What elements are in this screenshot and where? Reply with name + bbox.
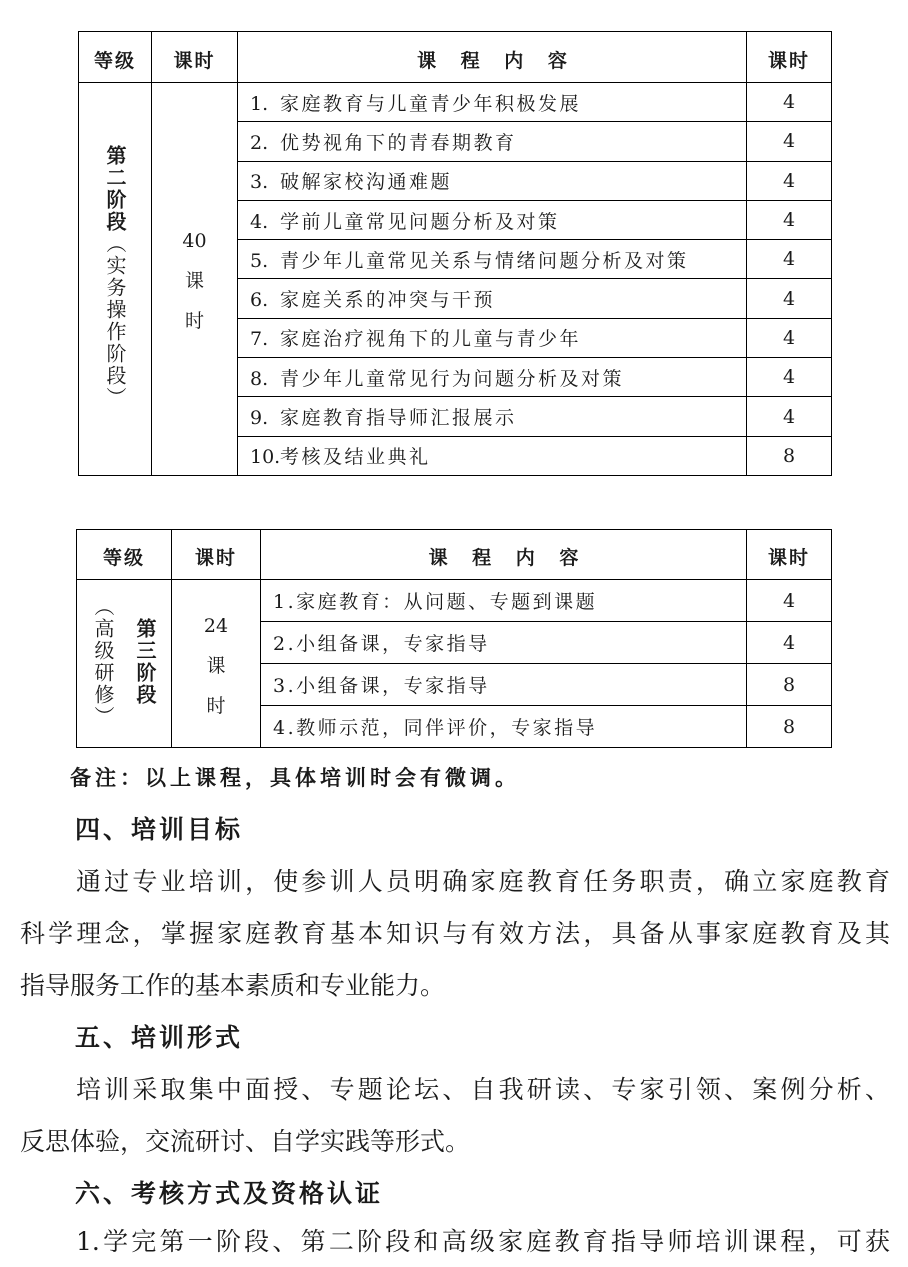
course-cell bbox=[238, 122, 747, 161]
course-cell: 2.小组备课，专家指导 bbox=[261, 622, 747, 664]
course-title: 破解家校沟通难题 bbox=[280, 171, 453, 194]
course-hours: 4 bbox=[747, 122, 832, 161]
section-training-format bbox=[20, 1012, 890, 1168]
table-row bbox=[79, 83, 832, 122]
course-hours: 8 bbox=[747, 436, 832, 475]
course-hours: 4 bbox=[747, 161, 832, 200]
course-title: 学前儿童常见问题分析及对策 bbox=[280, 210, 560, 233]
course-table-stage-three bbox=[76, 529, 832, 748]
header-hours: 课时 bbox=[172, 530, 261, 580]
course-cell bbox=[238, 200, 747, 239]
course-hours: 4 bbox=[747, 622, 832, 664]
course-title: 考核及结业典礼 bbox=[280, 446, 431, 469]
course-number: 5. bbox=[250, 249, 269, 272]
section-heading: 五、培训形式 bbox=[75, 1023, 244, 1052]
paragraph bbox=[20, 856, 890, 1012]
course-hours: 4 bbox=[747, 318, 832, 357]
paragraph-line: 科学理念，掌握家庭教育基本知识与有效方法，具备从事家庭教育及其 bbox=[20, 919, 890, 948]
header-level: 等级 bbox=[79, 32, 152, 83]
course-cell bbox=[238, 436, 747, 475]
course-hours: 8 bbox=[747, 706, 832, 748]
paragraph-line: 反思体验，交流研讨、自学实践等形式。 bbox=[20, 1127, 471, 1156]
paragraph-line: 指导服务工作的基本素质和专业能力。 bbox=[20, 971, 446, 1000]
course-number: 4. bbox=[250, 210, 269, 233]
course-hours: 4 bbox=[747, 358, 832, 397]
course-table-stage-two bbox=[78, 31, 832, 476]
course-title: 家庭治疗视角下的儿童与青少年 bbox=[280, 328, 582, 351]
course-title: 优势视角下的青春期教育 bbox=[280, 131, 517, 154]
total-hours-cell bbox=[172, 580, 261, 748]
body-text bbox=[20, 804, 890, 1264]
header-course-content: 课 程 内 容 bbox=[261, 530, 747, 580]
course-number: 10. bbox=[250, 446, 281, 469]
course-hours: 4 bbox=[747, 580, 832, 622]
section-training-goals bbox=[20, 804, 890, 1012]
total-hours-unit: 课时 bbox=[206, 654, 226, 717]
stage-title: 第三阶段 bbox=[133, 617, 157, 706]
course-cell bbox=[238, 279, 747, 318]
course-cell bbox=[238, 83, 747, 122]
paragraph bbox=[20, 1064, 890, 1168]
course-number: 3. bbox=[250, 171, 269, 194]
course-title: 家庭教育指导师汇报展示 bbox=[280, 407, 517, 430]
course-hours: 4 bbox=[747, 200, 832, 239]
total-hours-cell bbox=[152, 83, 238, 476]
paragraph bbox=[20, 1220, 890, 1264]
total-hours-number: 40 bbox=[182, 229, 207, 252]
course-cell bbox=[238, 161, 747, 200]
total-hours-unit: 课时 bbox=[184, 269, 204, 332]
section-assessment-certification bbox=[20, 1168, 890, 1264]
header-course-hours: 课时 bbox=[747, 32, 832, 83]
course-note: 备注：以上课程，具体培训时会有微调。 bbox=[70, 766, 520, 790]
header-level: 等级 bbox=[77, 530, 172, 580]
course-number: 2. bbox=[250, 131, 269, 154]
course-cell: 4.教师示范，同伴评价，专家指导 bbox=[261, 706, 747, 748]
stage-subtitle: （实务操作阶段） bbox=[103, 232, 127, 409]
course-title: 家庭教育与儿童青少年积极发展 bbox=[280, 92, 582, 115]
course-cell bbox=[238, 397, 747, 436]
stage-title: 第二阶段 bbox=[103, 144, 127, 233]
table-header-row bbox=[77, 530, 832, 580]
stage-cell bbox=[79, 83, 152, 476]
paragraph-line: 培训采取集中面授、专题论坛、自我研读、专家引领、案例分析、 bbox=[76, 1075, 890, 1104]
stage-subtitle: （高级研修） bbox=[91, 595, 115, 728]
course-hours: 4 bbox=[747, 397, 832, 436]
paragraph-line: 1.学完第一阶段、第二阶段和高级家庭教育指导师培训课程，可获 bbox=[76, 1227, 890, 1256]
course-hours: 4 bbox=[747, 83, 832, 122]
course-title: 青少年儿童常见行为问题分析及对策 bbox=[280, 367, 625, 390]
table-header-row bbox=[79, 32, 832, 83]
total-hours-number: 24 bbox=[203, 614, 229, 637]
course-cell bbox=[238, 240, 747, 279]
course-number: 9. bbox=[250, 407, 269, 430]
course-hours: 4 bbox=[747, 240, 832, 279]
course-number: 8. bbox=[250, 367, 269, 390]
course-title: 家庭关系的冲突与干预 bbox=[280, 289, 496, 312]
header-hours: 课时 bbox=[152, 32, 238, 83]
course-cell: 1.家庭教育：从问题、专题到课题 bbox=[261, 580, 747, 622]
course-number: 7. bbox=[250, 328, 269, 351]
stage-label bbox=[103, 132, 127, 422]
header-course-hours: 课时 bbox=[747, 530, 832, 580]
section-heading: 四、培训目标 bbox=[75, 815, 244, 844]
stage-cell bbox=[77, 580, 172, 748]
table-row bbox=[77, 580, 832, 622]
course-title: 青少年儿童常见关系与情绪问题分析及对策 bbox=[280, 249, 689, 272]
paragraph-line: 通过专业培训，使参训人员明确家庭教育任务职责，确立家庭教育 bbox=[76, 867, 890, 896]
course-number: 1. bbox=[250, 92, 269, 115]
course-cell bbox=[238, 358, 747, 397]
stage-label bbox=[91, 587, 157, 737]
course-cell: 3.小组备课，专家指导 bbox=[261, 664, 747, 706]
section-heading: 六、考核方式及资格认证 bbox=[75, 1179, 384, 1208]
course-number: 6. bbox=[250, 289, 269, 312]
course-cell bbox=[238, 318, 747, 357]
course-hours: 4 bbox=[747, 279, 832, 318]
header-course-content: 课 程 内 容 bbox=[238, 32, 747, 83]
course-hours: 8 bbox=[747, 664, 832, 706]
